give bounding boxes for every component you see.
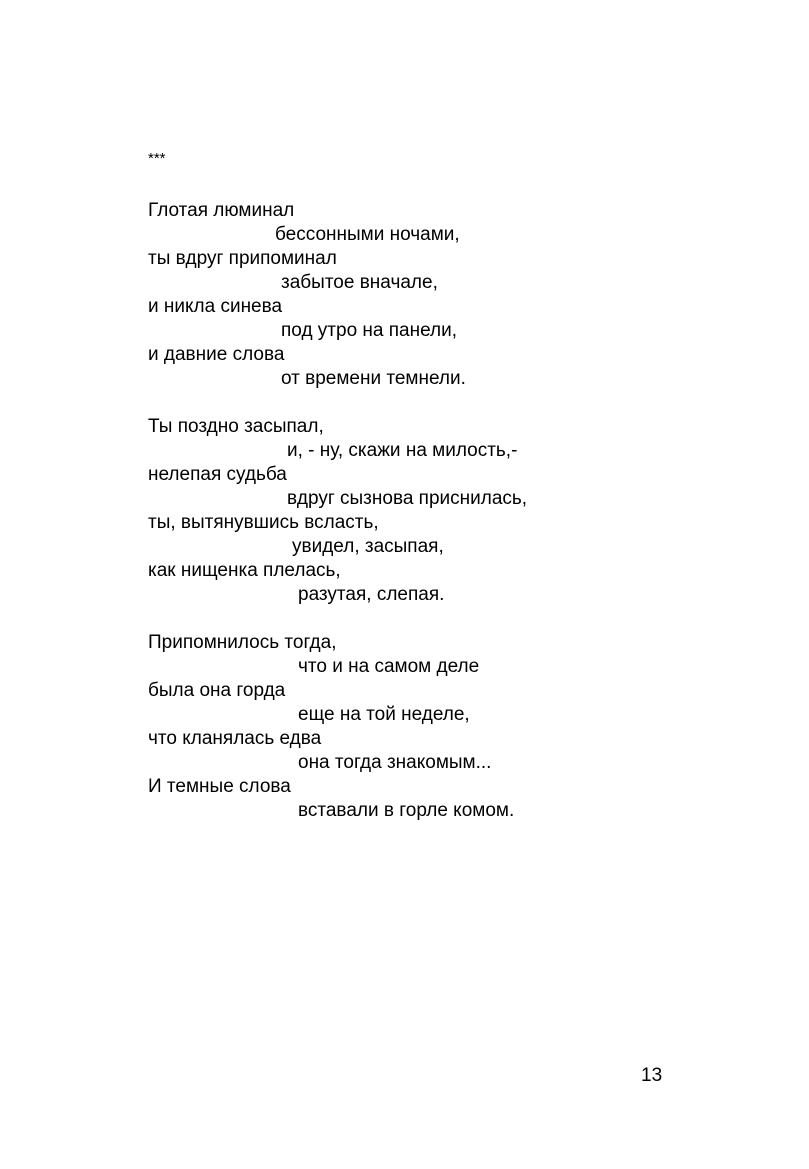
poem-line: под утро на панели, <box>281 320 458 341</box>
poem-line: Глотая люминал <box>148 200 295 221</box>
poem-line: И темные слова <box>148 776 291 797</box>
poem-line: она тогда знакомым... <box>298 752 492 773</box>
poem-line: как нищенка плелась, <box>148 560 341 581</box>
poem-line: нелепая судьба <box>148 464 287 485</box>
poem-line: что и на самом деле <box>298 656 480 677</box>
page-number: 13 <box>641 1065 663 1086</box>
poem-line: бессонными ночами, <box>275 224 460 245</box>
poem-line: еще на той неделе, <box>298 704 470 725</box>
poem-line: забытое вначале, <box>281 272 438 293</box>
poem-line: была она горда <box>148 680 286 701</box>
poem-line: от времени темнели. <box>281 368 466 389</box>
poem-line: вдруг сызнова приснилась, <box>287 488 528 509</box>
poem-line: и никла синева <box>148 296 283 317</box>
poem-line: Припомнилось тогда, <box>148 632 337 653</box>
poem-line: и давние слова <box>148 344 285 365</box>
poem-line: ты вдруг припоминал <box>148 248 337 269</box>
poem-line: вставали в горле комом. <box>298 800 515 821</box>
poem-line: ты, вытянувшись всласть, <box>148 512 379 533</box>
stanza-separator: *** <box>148 150 166 167</box>
poem-line: разутая, слепая. <box>298 584 445 605</box>
poem-line: Ты поздно засыпал, <box>148 416 324 437</box>
poem-line: что кланялась едва <box>148 728 322 749</box>
poem-line: увидел, засыпая, <box>292 536 444 557</box>
poem-line: и, - ну, скажи на милость,- <box>287 440 518 461</box>
